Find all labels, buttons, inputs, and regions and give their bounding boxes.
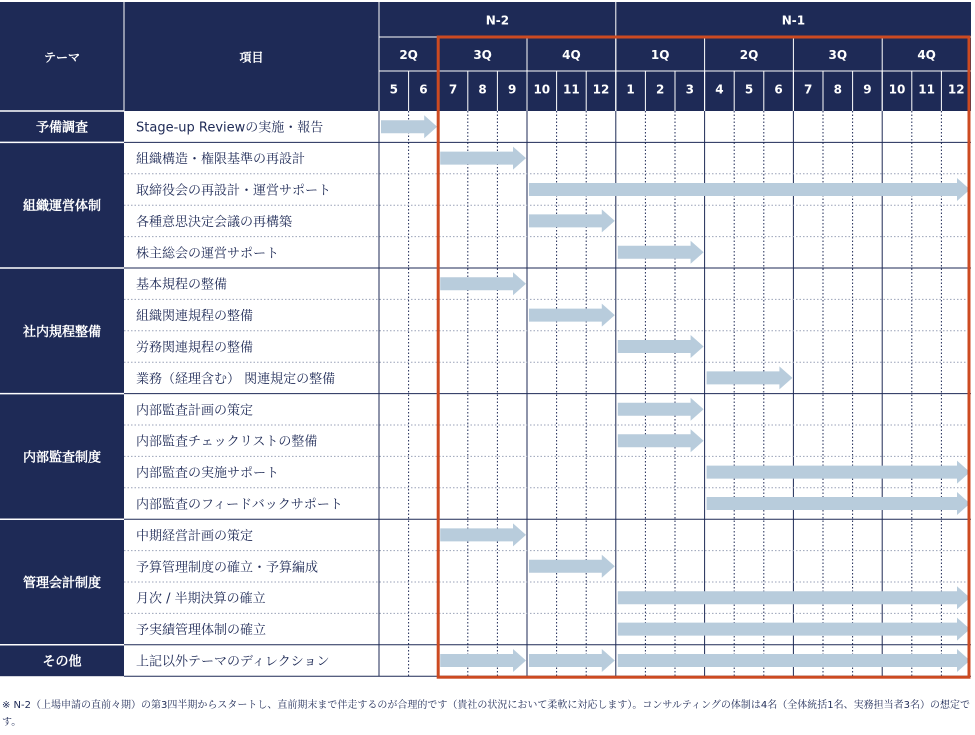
month-label: 7 [804, 82, 813, 97]
task-label: 中期経営計画の策定 [136, 528, 254, 544]
schedule-arrow [707, 366, 793, 389]
schedule-arrow [440, 147, 526, 170]
month-label: 9 [863, 82, 872, 97]
month-label: 4 [715, 82, 724, 97]
task-label: 内部監査チェックリストの整備 [136, 434, 318, 450]
theme-header: テーマ [43, 50, 81, 65]
month-label: 6 [419, 82, 428, 97]
task-label: 予算管理制度の確立・予算編成 [136, 560, 319, 576]
task-label: 月次 / 半期決算の確立 [136, 591, 266, 607]
quarter-label: 1Q [650, 48, 670, 62]
task-label: 内部監査のフィードバックサポート [136, 497, 343, 513]
schedule-arrow [529, 209, 615, 232]
schedule-arrow [707, 461, 970, 484]
month-label: 5 [389, 82, 398, 97]
task-label: 内部監査計画の策定 [136, 403, 254, 419]
month-label: 11 [918, 82, 935, 97]
highlight-frame-group [438, 37, 969, 677]
quarter-label: 2Q [739, 48, 759, 62]
theme-label: 組織運営体制 [22, 199, 102, 215]
month-label: 6 [774, 82, 783, 97]
theme-label: 内部監査制度 [22, 450, 102, 466]
schedule-arrow [440, 272, 526, 295]
year-label: N-2 [485, 13, 510, 28]
footnote: ※ N-2（上場申請の直前々期）の第3四半期からスタートし、直前期末まで伴走するのが合理的です（貴社の状況において柔軟に対応します）。コンサルティングの体制は4名（全体統括1名、実務担当者3名）の想定です。 [2, 700, 970, 728]
theme-label: その他 [42, 654, 82, 670]
month-label: 8 [833, 82, 842, 97]
task-label: 業務（経理含む） 関連規定の整備 [136, 371, 336, 387]
month-label: 8 [478, 82, 487, 97]
theme-label: 予備調査 [35, 120, 89, 136]
task-label: 内部監査の実施サポート [136, 466, 280, 482]
schedule-arrow [440, 649, 526, 672]
quarter-label: 2Q [399, 48, 418, 62]
schedule-arrow [618, 429, 704, 452]
schedule-arrow [529, 304, 615, 327]
month-label: 9 [508, 82, 517, 97]
month-label: 2 [656, 82, 665, 97]
schedule-arrow [618, 335, 704, 358]
month-label: 11 [563, 82, 580, 97]
month-label: 10 [888, 82, 906, 97]
task-label: 労務関連規程の整備 [136, 340, 254, 356]
highlight-frame [438, 37, 969, 677]
month-label: 7 [448, 82, 458, 97]
schedule-arrow [707, 492, 970, 515]
schedule-arrow [440, 523, 526, 546]
year-label: N-1 [781, 13, 806, 28]
month-label: 12 [947, 82, 965, 97]
task-label: 取締役会の再設計・運営サポート [136, 183, 332, 199]
month-label: 10 [533, 82, 551, 97]
quarter-label: 4Q [917, 48, 936, 62]
month-label: 1 [626, 82, 635, 97]
quarter-label: 4Q [562, 48, 581, 62]
task-label: 組織構造・権限基準の再設計 [136, 152, 306, 168]
item-header: 項目 [239, 50, 264, 65]
schedule-arrow [529, 649, 615, 672]
task-label: 組織関連規程の整備 [136, 309, 254, 325]
schedule-arrow [618, 241, 704, 264]
task-label: 予実績管理体制の確立 [136, 623, 267, 639]
task-label: 各種意思決定会議の再構築 [136, 214, 293, 230]
quarter-label: 3Q [828, 48, 848, 62]
schedule-arrow [529, 555, 615, 578]
month-label: 12 [592, 82, 610, 97]
schedule-arrow [529, 178, 970, 201]
task-label: 基本規程の整備 [136, 277, 228, 293]
schedule-arrow [618, 398, 704, 421]
theme-label: 社内規程整備 [22, 324, 102, 340]
theme-label: 管理会計制度 [22, 576, 102, 591]
task-label: Stage-up Reviewの実施・報告 [136, 120, 324, 136]
task-label: 上記以外テーマのディレクション [136, 654, 330, 670]
month-label: 5 [744, 82, 754, 97]
task-label: 株主総会の運営サポート [136, 246, 280, 262]
quarter-label: 3Q [473, 48, 492, 62]
month-label: 3 [685, 82, 694, 97]
